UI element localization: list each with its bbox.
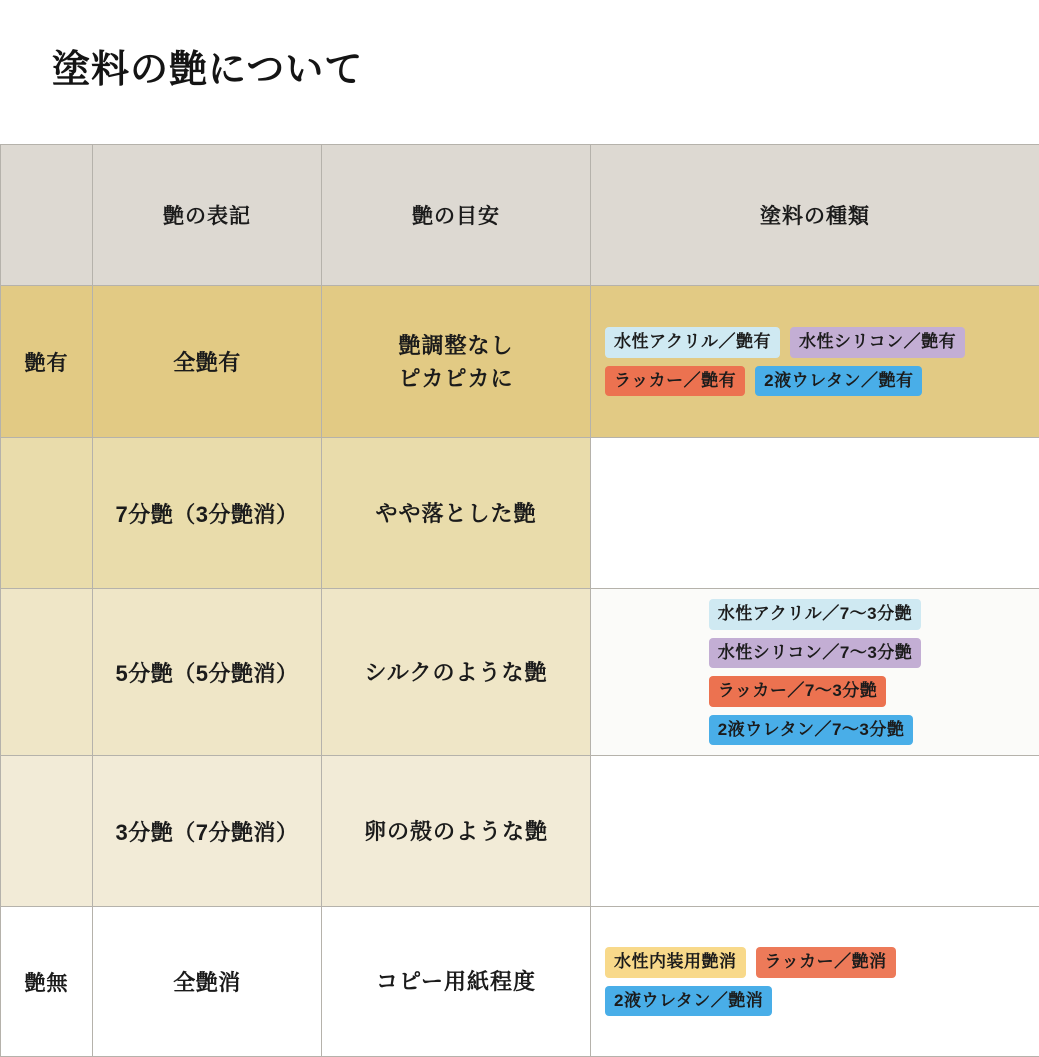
gloss-table: [0, 144, 1039, 1057]
row-term: 全艶有: [93, 286, 322, 438]
row-paint-types: [591, 286, 1039, 438]
row-group-label: [1, 756, 93, 907]
paint-tag: ラッカー／7〜3分艶: [709, 676, 887, 707]
table-row: [1, 286, 1039, 438]
table-row: [1, 438, 1039, 589]
row-group-label: [1, 438, 93, 589]
row-paint-types: [591, 589, 1039, 756]
row-guide: [322, 286, 591, 438]
table-row: [1, 756, 1039, 907]
tag-list: [591, 503, 1039, 523]
row-guide: [322, 907, 591, 1057]
row-term: 全艶消: [93, 907, 322, 1057]
paint-tag: ラッカー／艶消: [756, 947, 896, 978]
row-paint-types: [591, 438, 1039, 589]
row-guide: [322, 756, 591, 907]
row-guide: [322, 589, 591, 756]
paint-tag: 水性アクリル／艶有: [605, 327, 780, 358]
table-row: [1, 907, 1039, 1057]
paint-tag: 水性内装用艶消: [605, 947, 746, 978]
column-header-paint-type: 塗料の種類: [591, 145, 1039, 286]
row-guide-line: 卵の殻のような艶: [322, 815, 590, 848]
tag-list: [591, 317, 1039, 406]
table-row: [1, 589, 1039, 756]
paint-tag: 水性シリコン／7〜3分艶: [709, 638, 922, 669]
row-group-label: 艶有: [1, 286, 93, 438]
paint-tag: 水性アクリル／7〜3分艶: [709, 599, 921, 630]
row-guide-line: やや落とした艶: [322, 497, 590, 530]
row-group-label: 艶無: [1, 907, 93, 1057]
row-guide: [322, 438, 591, 589]
tag-list: [591, 821, 1039, 841]
paint-tag: 水性シリコン／艶有: [790, 327, 965, 358]
table-body: [1, 286, 1039, 1057]
paint-tag: ラッカー／艶有: [605, 366, 745, 397]
paint-tag: 2液ウレタン／艶消: [605, 986, 772, 1017]
table-header-row: [1, 145, 1039, 286]
row-term: 3分艶（7分艶消）: [93, 756, 322, 907]
row-guide-line: シルクのような艶: [322, 656, 590, 689]
column-header-term: 艶の表記: [93, 145, 322, 286]
page-title: 塗料の艶について: [52, 38, 363, 93]
row-group-label: [1, 589, 93, 756]
row-term: 5分艶（5分艶消）: [93, 589, 322, 756]
column-header-guide: 艶の目安: [322, 145, 591, 286]
tag-list: [591, 937, 1039, 1026]
row-paint-types: [591, 756, 1039, 907]
row-guide-line: 艶調整なし: [322, 329, 590, 362]
column-header-group: [1, 145, 93, 286]
row-guide-line: ピカピカに: [322, 362, 590, 395]
row-term: 7分艶（3分艶消）: [93, 438, 322, 589]
paint-tag: 2液ウレタン／7〜3分艶: [709, 715, 914, 746]
row-paint-types: [591, 907, 1039, 1057]
table-header: [1, 145, 1039, 286]
tag-list: [591, 589, 1039, 755]
paint-tag: 2液ウレタン／艶有: [755, 366, 922, 397]
row-guide-line: コピー用紙程度: [322, 965, 590, 998]
